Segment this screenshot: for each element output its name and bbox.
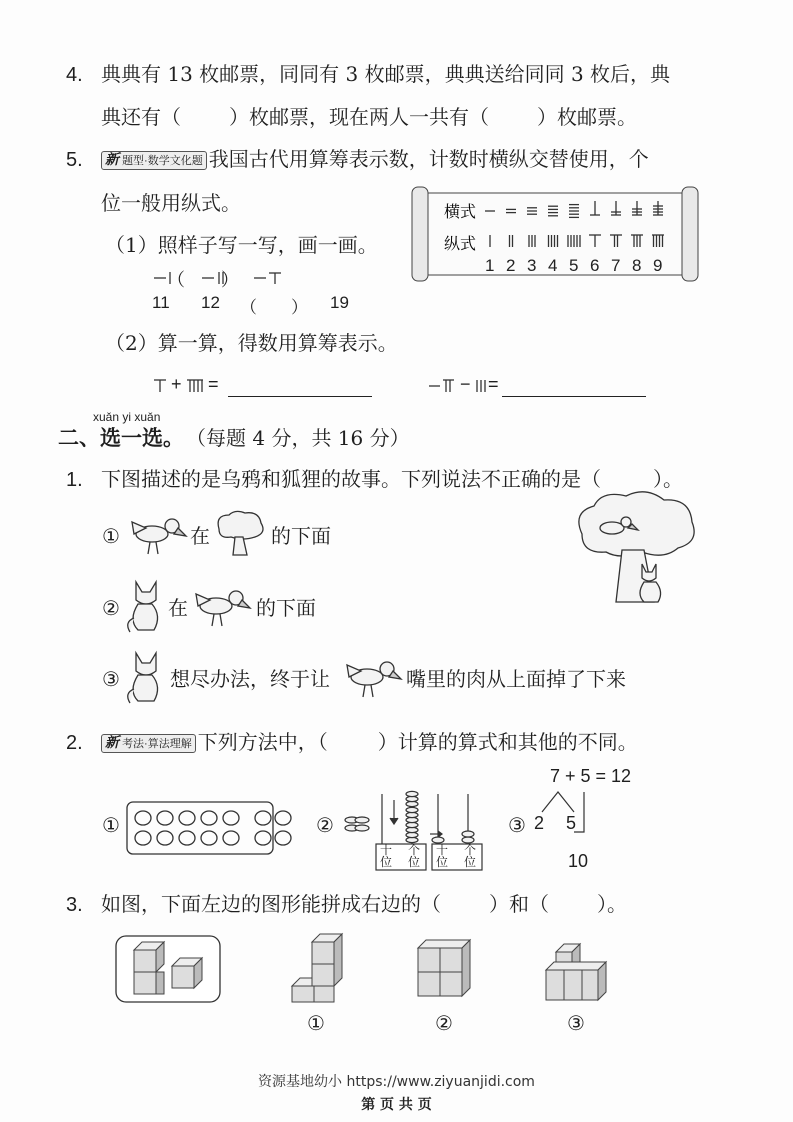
rod-digit-label: 9: [653, 256, 663, 275]
s2q1-opt1-text-a: 在: [190, 524, 210, 548]
sub2-answer-2[interactable]: [502, 376, 646, 397]
rod-digit-label: 5: [569, 256, 579, 275]
counter-dot: [255, 831, 271, 845]
counter-dot: [223, 811, 239, 825]
section2-note: （每题 4 分，共 16 分）: [186, 426, 410, 450]
shape-option-3[interactable]: [544, 942, 608, 1008]
split-equation: 7 + 5 = 12: [550, 766, 632, 786]
s2q2-m3: ③: [508, 813, 526, 837]
s2q1-text: 下图描述的是乌鸦和狐狸的故事。下列说法不正确的是（ ）。: [101, 467, 683, 491]
q5-line2: 位一般用纵式。: [101, 191, 241, 215]
rod-digit-label: 6: [590, 256, 600, 275]
split-right: 5: [566, 813, 577, 833]
counter-dot: [157, 831, 173, 845]
q4-line2: 典还有（ ）枚邮票，现在两人一共有（ ）枚邮票。: [101, 105, 637, 129]
rod-digit-label: 8: [632, 256, 642, 275]
abacus-bead: [406, 791, 418, 796]
crow-icon: [128, 512, 188, 560]
scroll-row1-label: 横式: [444, 202, 477, 221]
s2q1-opt1-text-b: 的下面: [271, 524, 331, 548]
counter-dot: [135, 811, 151, 825]
split-sum: 10: [568, 851, 589, 871]
s2q1-opt1-mark: ①: [102, 524, 120, 548]
footer-source: 资源基地幼小 https://www.ziyuanjidi.com: [258, 1074, 535, 1090]
s2q2-m2: ②: [316, 813, 334, 837]
abacus-label-shi-1: 十 位: [380, 843, 393, 869]
q4-number: 4.: [66, 64, 83, 86]
rod-digit-label: 4: [548, 256, 558, 275]
abacus-label-ge-2: 个 位: [464, 843, 477, 869]
sub2-answer-1[interactable]: [228, 376, 372, 397]
left-cube-shapes: [114, 934, 222, 1008]
counter-dot: [223, 831, 239, 845]
q4-line1: 典典有 13 枚邮票，同同有 3 枚邮票，典典送给同同 3 枚后，典: [101, 62, 671, 86]
abacus-diagram: [342, 790, 492, 876]
split-left: 2: [534, 813, 545, 833]
s2q1-opt2-text-a: 在: [168, 596, 188, 620]
counter-dot: [255, 811, 271, 825]
s2q1-opt3-mark: ③: [102, 667, 120, 691]
s2q1-opt3-text-b: 嘴里的肉从上面掉了下来: [406, 667, 626, 691]
section2-title: 二、选一选。: [58, 425, 184, 450]
q5-line1: 新 题型·数学文化题 我国古代用算筹表示数，计数时横纵交替使用，个: [101, 146, 649, 172]
sub1-label-11: 11: [152, 293, 170, 312]
q5-sub1: （1）照样子写一写，画一画。: [105, 233, 378, 257]
counter-dot: [201, 831, 217, 845]
sub1-blank-rods[interactable]: （ ）: [167, 270, 239, 290]
counter-dot: [201, 811, 217, 825]
sub1-label-19: 19: [330, 293, 349, 312]
crow-icon: [192, 584, 252, 632]
s2q2-badge: 新 考法·算法理解: [101, 734, 196, 753]
shape-label-2: ②: [435, 1011, 453, 1035]
crow-fox-tree-illustration: [572, 490, 700, 610]
sub1-label-blank[interactable]: （ ）: [240, 298, 308, 317]
scroll-row2-label: 纵式: [444, 234, 477, 253]
abacus-bead: [406, 807, 418, 812]
counter-dot: [135, 831, 151, 845]
counter-dot: [275, 831, 291, 845]
s2q3-number: 3.: [66, 894, 83, 916]
counting-rod-scroll: [410, 183, 700, 285]
q5-sub2: （2）算一算，得数用算筹表示。: [105, 331, 398, 355]
shape-label-3: ③: [567, 1011, 585, 1035]
rod-digit-label: 2: [506, 256, 516, 275]
counter-dot: [157, 811, 173, 825]
sub2-equation-2: − =: [428, 374, 658, 400]
ten-frame-dots: [125, 800, 300, 860]
rod-digit-label: 3: [527, 256, 537, 275]
shape-label-1: ①: [307, 1011, 325, 1035]
q5-badge: 新 题型·数学文化题: [101, 151, 207, 170]
counter-dot: [179, 811, 195, 825]
s2q3-text: 如图，下面左边的图形能拼成右边的（ ）和（ ）。: [101, 892, 627, 916]
abacus-label-shi-2: 十 位: [436, 843, 449, 869]
s2q1-number: 1.: [66, 469, 83, 491]
rod-digit-label: 7: [611, 256, 621, 275]
fox-icon: [124, 576, 166, 640]
footer-page: 第 页 共 页: [361, 1097, 432, 1113]
sub1-label-12: 12: [201, 293, 220, 312]
abacus-label-ge-1: 个 位: [408, 843, 421, 869]
q5-number: 5.: [66, 149, 83, 171]
s2q2-text: 新 考法·算法理解 下列方法中，（ ）计算的算式和其他的不同。: [101, 729, 638, 755]
tree-icon: [213, 509, 267, 563]
shape-option-2[interactable]: [416, 938, 472, 1004]
counter-dot: [275, 811, 291, 825]
counter-dot: [179, 831, 195, 845]
s2q2-number: 2.: [66, 732, 83, 754]
s2q1-opt2-mark: ②: [102, 596, 120, 620]
sub2-equation-1: + =: [152, 374, 382, 400]
s2q1-opt2-text-b: 的下面: [256, 596, 316, 620]
crow-icon: [343, 655, 403, 703]
fox-icon: [124, 647, 166, 711]
section2-pinyin: xuǎn yi xuǎn: [93, 410, 161, 424]
rod-digit-label: 1: [485, 256, 495, 275]
s2q1-opt3-text-a: 想尽办法，终于让: [170, 667, 330, 691]
s2q2-m1: ①: [102, 813, 120, 837]
shape-option-1[interactable]: [290, 932, 346, 1008]
